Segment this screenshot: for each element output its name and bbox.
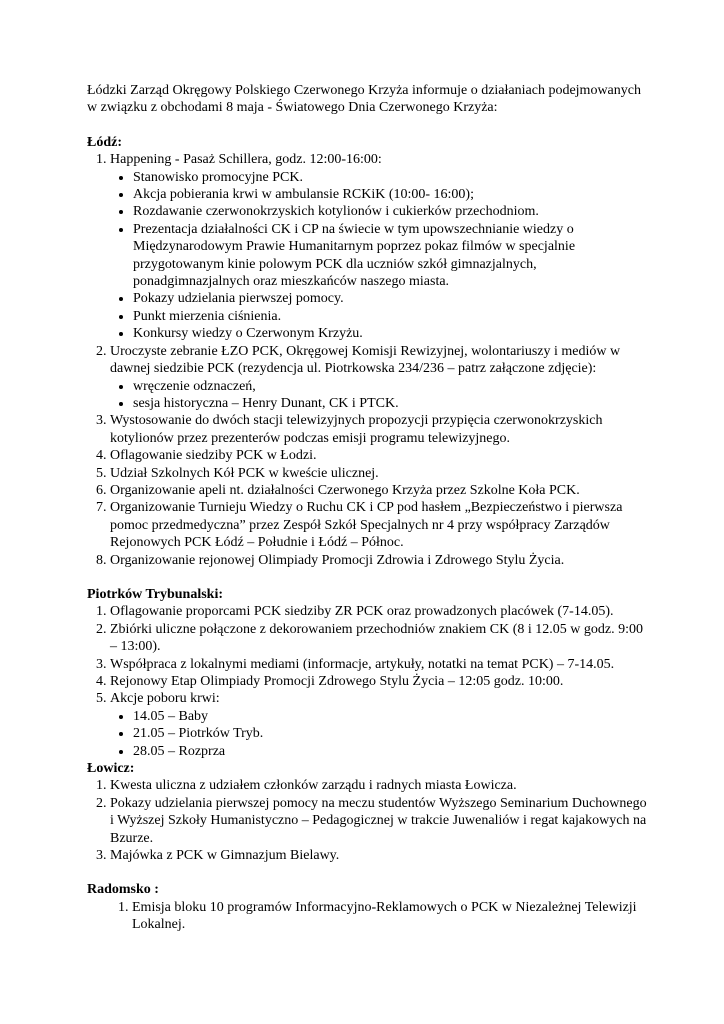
list-item [110, 690, 647, 760]
sublist-item: • Akcja pobierania krwi w ambulansie RCKiK (10:00- 16:00); [133, 186, 647, 203]
sublist-item: • Pokazy udzielania pierwszej pomocy. [133, 290, 647, 307]
list-item: 3. Majówka z PCK w Gimnazjum Bielawy. [110, 847, 647, 864]
section-heading-piotrkow: Piotrków Trybunalski: [87, 586, 224, 602]
list-item: 4. Oflagowanie siedziby PCK w Łodzi. [110, 447, 647, 464]
section-heading-lodz: Łódź: [87, 134, 122, 150]
list-item-text: Uroczyste zebranie ŁZO PCK, Okręgowej Komisji Rewizyjnej, wolontariuszy i mediów w dawnej siedzibie PCK (rezydencja ul. Piotrkowska 234/236 – patrz załączone zdjęcie): [110, 343, 621, 377]
list-item: 1. Emisja bloku 10 programów Informacyjno-Reklamowych o PCK w Niezależnej Telewizji Lokalnej. [132, 899, 647, 934]
sublist-item: • 14.05 – Baby [133, 708, 647, 725]
list-item: 4. Rejonowy Etap Olimpiady Promocji Zdrowego Stylu Życia – 12:05 godz. 10:00. [110, 673, 647, 690]
list-item: 8. Organizowanie rejonowej Olimpiady Promocji Zdrowia i Zdrowego Stylu Życia. [110, 552, 647, 569]
sublist [110, 169, 647, 343]
sublist-item: • wręczenie odznaczeń, [133, 378, 647, 395]
list-item [110, 343, 647, 413]
list-item [110, 151, 647, 342]
sublist-item: • Konkursy wiedzy o Czerwonym Krzyżu. [133, 325, 647, 342]
intro-paragraph: Łódzki Zarząd Okręgowy Polskiego Czerwonego Krzyża informuje o działaniach podejmowanych w związku z obchodami 8 maja - Światowego Dnia Czerwonego Krzyża: [87, 83, 641, 116]
document-page [87, 82, 647, 934]
sublist [110, 708, 647, 760]
section-heading-radomsko: Radomsko : [87, 882, 159, 898]
list-radomsko [87, 899, 647, 934]
list-item: 2. Zbiórki uliczne połączone z dekorowaniem przechodniów znakiem CK (8 i 12.05 w godz. 9:00 – 13:00). [110, 621, 647, 656]
sublist [110, 378, 647, 413]
sublist-item: • Stanowisko promocyjne PCK. [133, 169, 647, 186]
list-item: 3. Współpraca z lokalnymi mediami (informacje, artykuły, notatki na temat PCK) – 7-14.05. [110, 656, 647, 673]
list-item: 1. Kwesta uliczna z udziałem członków zarządu i radnych miasta Łowicza. [110, 777, 647, 794]
list-piotrkow [87, 603, 647, 760]
section-heading-lowicz: Łowicz: [87, 761, 135, 777]
list-item-text: Happening - Pasaż Schillera, godz. 12:00-16:00: [110, 152, 382, 168]
list-lowicz [87, 777, 647, 864]
sublist-item: • 28.05 – Rozprza [133, 743, 647, 760]
list-lodz [87, 151, 647, 569]
list-item: 1. Oflagowanie proporcami PCK siedziby ZR PCK oraz prowadzonych placówek (7-14.05). [110, 603, 647, 620]
list-item: 5. Udział Szkolnych Kół PCK w kweście ulicznej. [110, 465, 647, 482]
sublist-item: • Prezentacja działalności CK i CP na świecie w tym upowszechnianie wiedzy o Międzynarodowym Prawie Humanitarnym poprzez pokaz filmów w specjalnie przygotowanym kinie polowym PCK dla uczniów szkół gimnazjalnych, ponadgimnazjalnych oraz mieszkańców naszego miasta. [133, 221, 647, 291]
list-item-text: Akcje poboru krwi: [110, 691, 220, 707]
sublist-item: • Rozdawanie czerwonokrzyskich kotylionów i cukierków przechodniom. [133, 203, 647, 220]
list-item: 2. Pokazy udzielania pierwszej pomocy na meczu studentów Wyższego Seminarium Duchownego i Wyższej Szkoły Humanistyczno – Pedagogicznej w trakcie Juwenaliów i regat kajakowych na Bzurze. [110, 795, 647, 847]
list-item: 6. Organizowanie apeli nt. działalności Czerwonego Krzyża przez Szkolne Koła PCK. [110, 482, 647, 499]
list-item: 3. Wystosowanie do dwóch stacji telewizyjnych propozycji przypięcia czerwonokrzyskich kotylionów przez prezenterów podczas emisji programu telewizyjnego. [110, 412, 647, 447]
list-item: 7. Organizowanie Turnieju Wiedzy o Ruchu CK i CP pod hasłem „Bezpieczeństwo i pierwsza pomoc przedmedyczna” przez Zespół Szkół Specjalnych nr 4 przy współpracy Zarządów Rejonowych PCK Łódź – Południe i Łódź – Północ. [110, 499, 647, 551]
sublist-item: • sesja historyczna – Henry Dunant, CK i PTCK. [133, 395, 647, 412]
sublist-item: • Punkt mierzenia ciśnienia. [133, 308, 647, 325]
sublist-item: • 21.05 – Piotrków Tryb. [133, 725, 647, 742]
